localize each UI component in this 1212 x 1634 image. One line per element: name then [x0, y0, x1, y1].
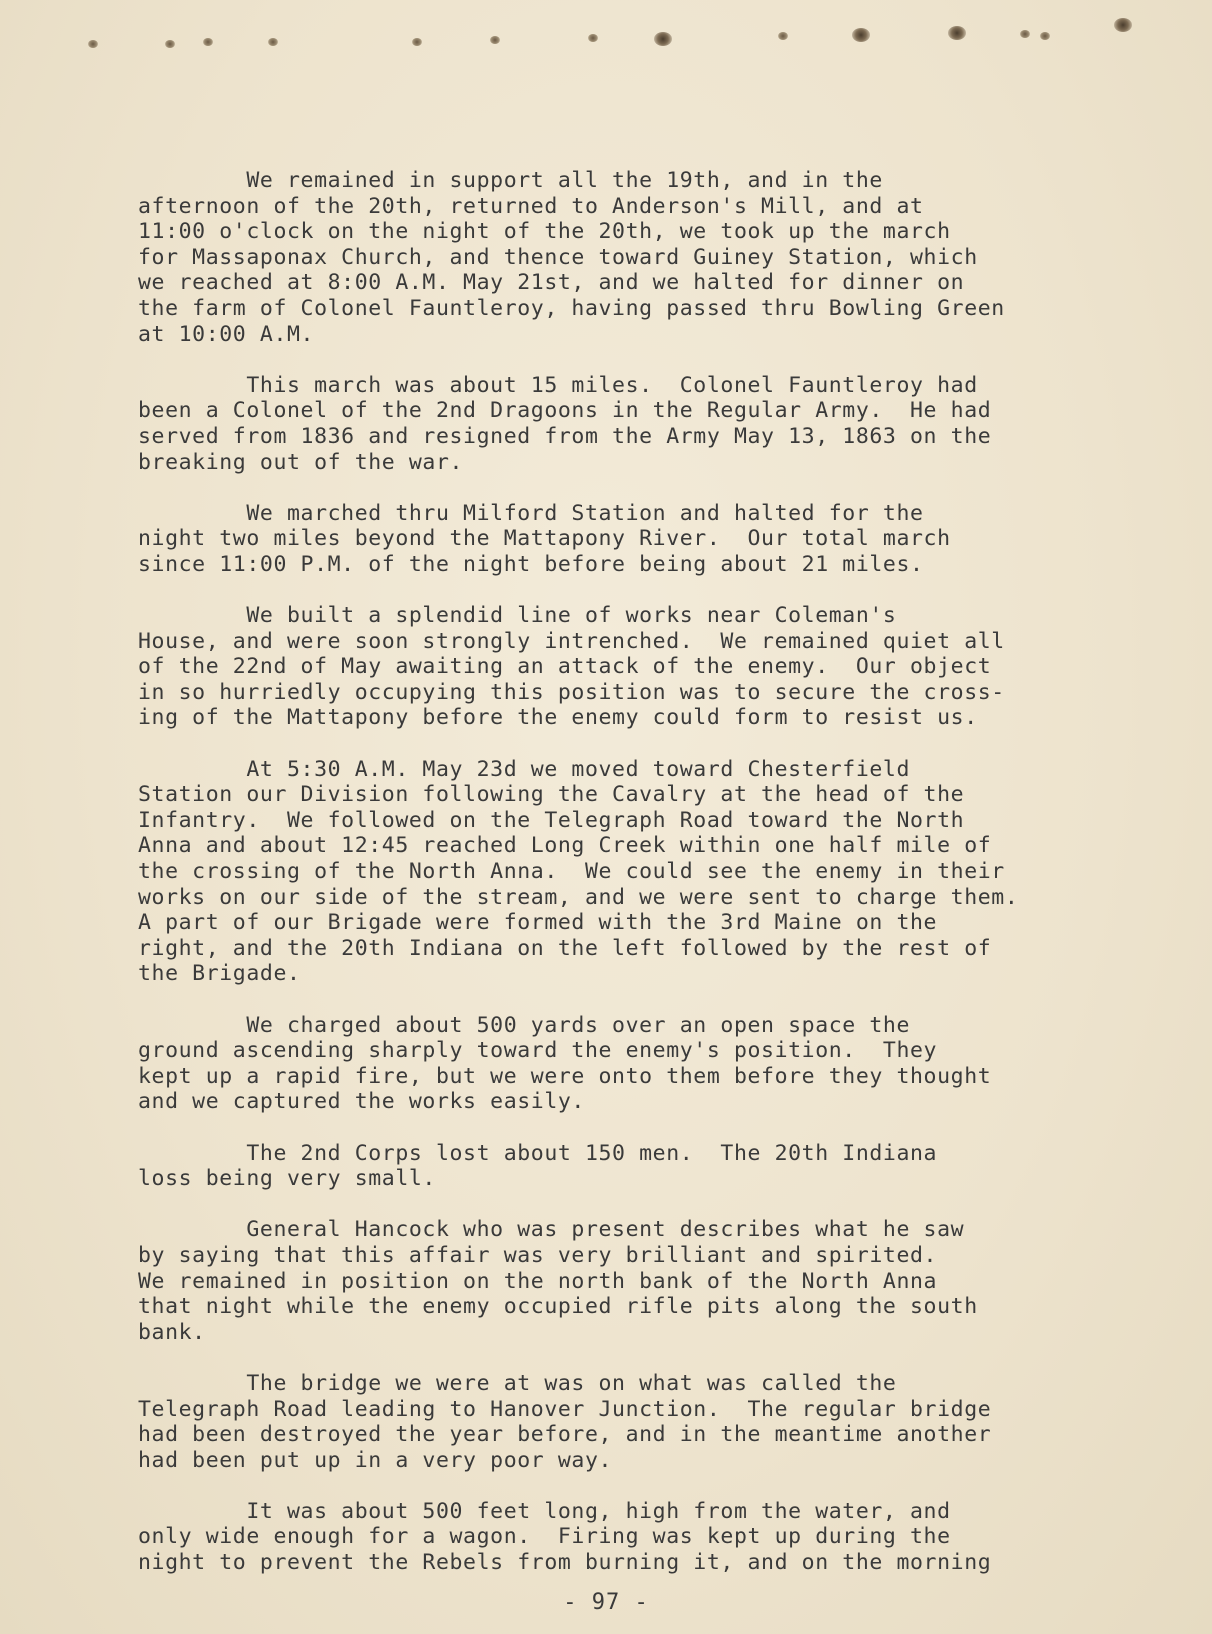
- text-line: The bridge we were at was on what was called the: [138, 1370, 897, 1396]
- text-line: Anna and about 12:45 reached Long Creek within one half mile of: [138, 833, 992, 859]
- text-line: the farm of Colonel Fauntleroy, having passed thru Bowling Green: [138, 295, 1005, 321]
- text-line: at 10:00 A.M.: [138, 321, 315, 347]
- text-line: We charged about 500 yards over an open space the: [138, 1012, 911, 1038]
- punch-hole: [88, 40, 98, 48]
- text-line: loss being very small.: [138, 1166, 436, 1192]
- text-line: works on our side of the stream, and we were sent to charge them.: [138, 884, 1019, 910]
- page-number: - 97 -: [563, 1590, 649, 1615]
- punch-hole: [778, 32, 788, 40]
- text-line: we reached at 8:00 A.M. May 21st, and we halted for dinner on: [138, 270, 965, 296]
- text-line: ing of the Mattapony before the enemy could form to resist us.: [138, 705, 978, 731]
- punch-hole: [1040, 32, 1050, 40]
- punch-hole: [1114, 18, 1132, 32]
- text-line: in so hurriedly occupying this position was to secure the cross-: [138, 679, 1005, 705]
- text-line: afternoon of the 20th, returned to Anderson's Mill, and at: [138, 193, 924, 219]
- text-line: House, and were soon strongly intrenched. We remained quiet all: [138, 628, 1005, 654]
- paragraph: [138, 168, 1098, 347]
- text-line: bank.: [138, 1319, 206, 1345]
- punch-hole: [948, 26, 966, 40]
- punch-hole: [268, 38, 278, 46]
- punch-holes: [0, 26, 1212, 56]
- text-line: that night while the enemy occupied rifle pits along the south: [138, 1294, 978, 1320]
- punch-hole: [852, 28, 870, 42]
- paragraph: [138, 1371, 1098, 1473]
- text-line: 11:00 o'clock on the night of the 20th, we took up the march: [138, 219, 951, 245]
- text-line: kept up a rapid fire, but we were onto them before they thought: [138, 1063, 992, 1089]
- text-line: It was about 500 feet long, high from the water, and: [138, 1498, 951, 1524]
- text-line: night to prevent the Rebels from burning it, and on the morning: [138, 1550, 992, 1576]
- text-line: Telegraph Road leading to Hanover Junction. The regular bridge: [138, 1396, 992, 1422]
- text-line: We remained in support all the 19th, and in the: [138, 168, 883, 193]
- text-line: since 11:00 P.M. of the night before being about 21 miles.: [138, 551, 924, 577]
- text-line: ground ascending sharply toward the enemy's position. They: [138, 1038, 938, 1064]
- text-line: General Hancock who was present describes what he saw: [138, 1217, 965, 1243]
- text-line: At 5:30 A.M. May 23d we moved toward Chesterfield: [138, 756, 911, 782]
- punch-hole: [588, 34, 598, 42]
- text-line: served from 1836 and resigned from the Army May 13, 1863 on the: [138, 423, 992, 449]
- paragraph: [138, 1499, 1098, 1576]
- text-line: Infantry. We followed on the Telegraph Road toward the North: [138, 807, 965, 833]
- punch-hole: [654, 32, 672, 46]
- text-line: the crossing of the North Anna. We could see the enemy in their: [138, 859, 1005, 885]
- punch-hole: [165, 40, 175, 48]
- text-line: We built a splendid line of works near Coleman's: [138, 603, 897, 629]
- paragraph: [138, 1141, 1098, 1192]
- punch-hole: [1020, 30, 1030, 38]
- paragraph: [138, 373, 1098, 475]
- text-line: had been destroyed the year before, and in the meantime another: [138, 1422, 992, 1448]
- text-line: the Brigade.: [138, 961, 301, 987]
- text-line: been a Colonel of the 2nd Dragoons in the Regular Army. He had: [138, 398, 992, 424]
- punch-hole: [490, 36, 500, 44]
- paragraph: [138, 1013, 1098, 1115]
- text-line: A part of our Brigade were formed with the 3rd Maine on the: [138, 910, 938, 936]
- punch-hole: [203, 38, 213, 46]
- text-line: breaking out of the war.: [138, 449, 464, 475]
- text-line: This march was about 15 miles. Colonel Fauntleroy had: [138, 372, 978, 398]
- text-line: and we captured the works easily.: [138, 1089, 585, 1115]
- paragraph: [138, 1217, 1098, 1345]
- punch-hole: [412, 38, 422, 46]
- text-line: had been put up in a very poor way.: [138, 1447, 613, 1473]
- text-line: by saying that this affair was very brilliant and spirited.: [138, 1242, 938, 1268]
- text-line: for Massaponax Church, and thence toward Guiney Station, which: [138, 244, 978, 270]
- text-line: The 2nd Corps lost about 150 men. The 20th Indiana: [138, 1140, 938, 1166]
- text-line: Station our Division following the Cavalry at the head of the: [138, 782, 965, 808]
- text-line: only wide enough for a wagon. Firing was kept up during the: [138, 1524, 951, 1550]
- paragraph: [138, 757, 1098, 987]
- text-line: We remained in position on the north bank of the North Anna: [138, 1268, 938, 1294]
- body-text: [138, 168, 1098, 1601]
- text-line: right, and the 20th Indiana on the left followed by the rest of: [138, 935, 992, 961]
- paragraph: [138, 501, 1098, 578]
- text-line: We marched thru Milford Station and halted for the: [138, 500, 924, 526]
- text-line: of the 22nd of May awaiting an attack of the enemy. Our object: [138, 654, 992, 680]
- text-line: night two miles beyond the Mattapony River. Our total march: [138, 526, 951, 552]
- paragraph: [138, 603, 1098, 731]
